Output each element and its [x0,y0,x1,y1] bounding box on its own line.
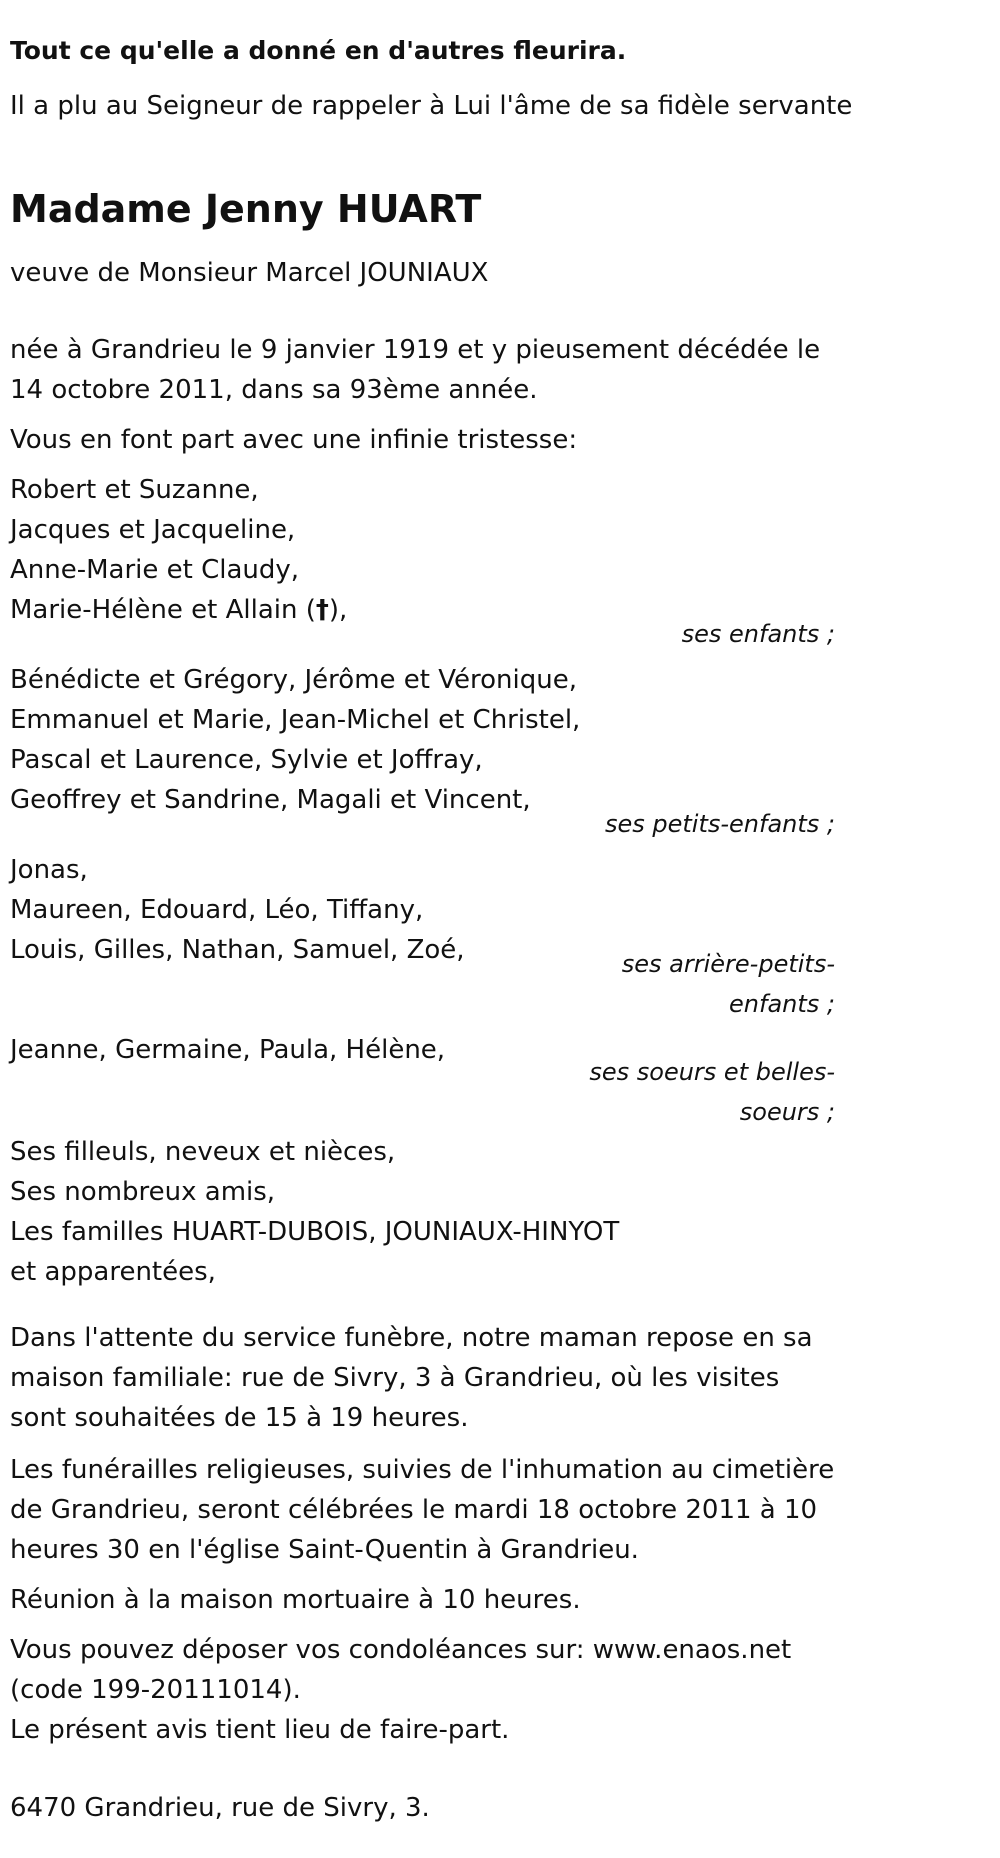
list-item-text: Marie-Hélène et Allain ( [10,595,316,625]
list-item: Ses nombreux amis, [10,1177,276,1207]
list-item: Geoffrey et Sandrine, Magali et Vincent, [10,785,531,815]
list-item-text-end: ), [328,595,348,625]
sisters-list: Jeanne, Germaine, Paula, Hélène, [10,1035,446,1065]
list-item: Robert et Suzanne, [10,475,259,505]
condolences-text: Vous pouvez déposer vos condoléances sur: www.enaos.net (code 199-20111014). [10,1635,792,1705]
role-children: ses enfants ; [681,620,835,648]
meeting-text: Réunion à la maison mortuaire à 10 heures. [10,1585,581,1615]
list-item: Ses filleuls, neveux et nièces, [10,1137,396,1167]
list-item [10,590,990,630]
list-item: Anne-Marie et Claudy, [10,555,300,585]
wake-text: Dans l'attente du service funèbre, notre maman repose en sa maison familiale: rue de Sivry, 3 à Grandrieu, où les visites sont souhaitées de 15 à 19 heures. [10,1323,813,1433]
notice-text: Le présent avis tient lieu de faire-part. [10,1715,510,1745]
intro-text: Il a plu au Seigneur de rappeler à Lui l'âme de sa fidèle servante [10,91,853,121]
birth-death-text: née à Grandrieu le 9 janvier 1919 et y pieusement décédée le 14 octobre 2011, dans sa 93ème année. [10,335,821,405]
role-line: soeurs ; [739,1098,835,1126]
role-grandchildren: ses petits-enfants ; [604,810,835,838]
funeral-text: Les funérailles religieuses, suivies de l'inhumation au cimetière de Grandrieu, seront célébrées le mardi 18 octobre 2011 à 10 heures 30 en l'église Saint-Quentin à Grandrieu. [10,1455,835,1565]
role-great-grandchildren [595,944,835,1024]
role-line: enfants ; [729,990,835,1018]
announce-text: Vous en font part avec une infinie tristesse: [10,425,578,455]
role-line: ses arrière-petits- [621,950,835,978]
list-item: et apparentées, [10,1257,216,1287]
list-item: Louis, Gilles, Nathan, Samuel, Zoé, [10,935,465,965]
list-item: Les familles HUART-DUBOIS, JOUNIAUX-HINYOT [10,1217,620,1247]
grandchildren-list [10,660,990,820]
children-list [10,470,990,630]
great-grandchildren-list [10,850,990,970]
list-item: Jacques et Jacqueline, [10,515,296,545]
others-list [10,1132,990,1292]
address-text: 6470 Grandrieu, rue de Sivry, 3. [10,1793,430,1823]
list-item: Pascal et Laurence, Sylvie et Joffray, [10,745,483,775]
list-item: Maureen, Edouard, Léo, Tiffany, [10,895,424,925]
list-item: Bénédicte et Grégory, Jérôme et Véronique, [10,665,577,695]
list-item: Emmanuel et Marie, Jean-Michel et Christel, [10,705,581,735]
cross-icon: † [315,595,329,625]
role-line: ses soeurs et belles- [589,1058,835,1086]
widow-text: veuve de Monsieur Marcel JOUNIAUX [10,258,489,288]
motto: Tout ce qu'elle a donné en d'autres fleurira. [10,36,627,65]
role-sisters [575,1052,835,1132]
deceased-name: Madame Jenny HUART [10,187,482,232]
list-item: Jonas, [10,855,88,885]
